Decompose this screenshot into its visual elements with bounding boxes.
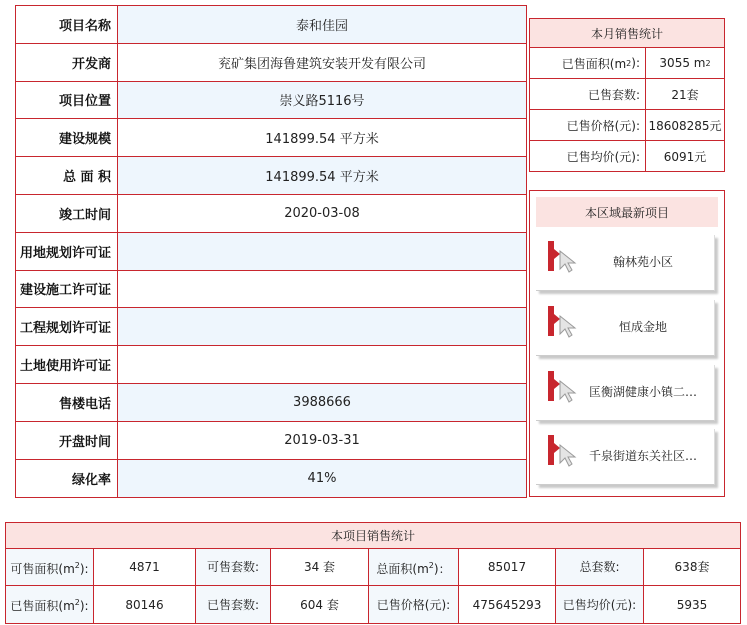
info-label: 用地规划许可证 <box>16 233 118 270</box>
latest-project-name: 恒成金地 <box>618 320 667 334</box>
monthly-sold-price-value: 18608285元 <box>648 118 722 133</box>
monthly-avg-price-label: 已售均价(元): <box>530 141 646 171</box>
info-label: 建设施工许可证 <box>16 271 118 308</box>
flag-icon <box>548 306 554 336</box>
latest-project-link[interactable] <box>536 429 715 485</box>
info-row-developer <box>16 44 526 82</box>
monthly-sold-area-value: 3055 m 2 <box>659 56 711 70</box>
project-sales-row-available <box>6 549 740 586</box>
project-sales-table <box>5 522 741 624</box>
info-label: 开盘时间 <box>16 422 118 459</box>
latest-project-name: 翰林苑小区 <box>612 255 673 269</box>
info-value <box>118 271 526 308</box>
monthly-sold-price-label: 已售价格(元): <box>530 110 646 140</box>
info-value: 41% <box>118 460 526 498</box>
monthly-sold-area-label: 已售面积(m 2 ): <box>530 48 646 78</box>
info-value: 兖矿集团海鲁建筑安装开发有限公司 <box>217 56 426 72</box>
available-area-value: 4871 <box>94 549 196 585</box>
info-row-name <box>16 6 526 44</box>
info-value: 141899.54 平方米 <box>118 157 526 194</box>
monthly-sold-units-label: 已售套数: <box>530 79 646 109</box>
total-units-value: 638套 <box>674 560 710 574</box>
info-value <box>118 233 526 270</box>
info-label: 项目名称 <box>16 6 118 43</box>
info-row-location <box>16 82 526 120</box>
available-units-label: 可售套数: <box>196 549 271 585</box>
avg-price-value: 5935 <box>676 597 708 612</box>
flag-icon <box>548 435 554 465</box>
flag-icon <box>548 241 554 271</box>
total-area-value: 85017 <box>459 549 556 585</box>
sold-area-label: 已售面积$(m^2)$: <box>6 586 94 623</box>
info-row-opening-date <box>16 422 526 460</box>
project-sales-title: 本项目销售统计 <box>6 523 740 549</box>
info-row-sales-phone <box>16 384 526 422</box>
info-label: 建设规模 <box>16 119 118 156</box>
total-units-label: 总套数: <box>556 549 644 585</box>
latest-project-link[interactable] <box>536 300 715 356</box>
info-row-engineering-permit <box>16 308 526 346</box>
info-label: 绿化率 <box>16 460 118 498</box>
monthly-sold-units-row <box>530 79 724 110</box>
info-label: 售楼电话 <box>16 384 118 421</box>
info-value: 141899.54 平方米 <box>265 132 379 148</box>
available-units-value: 34 套 <box>271 549 369 585</box>
info-label: 开发商 <box>16 44 118 81</box>
info-row-land-use-permit <box>16 346 526 384</box>
latest-projects-title: 本区域最新项目 <box>536 197 718 227</box>
sold-price-label: 已售价格(元): <box>369 586 459 623</box>
monthly-sales-box <box>529 18 725 172</box>
info-value: 泰和佳园 <box>118 6 526 43</box>
total-area-label: 总面积$(m^2)$： <box>369 549 459 585</box>
info-row-construction-permit <box>16 271 526 309</box>
project-info-table <box>15 5 527 498</box>
monthly-avg-price-value: 6091元 <box>663 149 707 164</box>
latest-project-link[interactable] <box>536 235 715 291</box>
info-label: 竣工时间 <box>16 195 118 232</box>
available-area-label: 可售面积$(m^2)$: <box>6 549 94 585</box>
latest-project-name: 匡衡湖健康小镇二… <box>588 385 697 399</box>
sold-units-label: 已售套数: <box>196 586 271 623</box>
info-value: 3988666 <box>118 384 526 421</box>
flag-icon <box>548 371 554 401</box>
monthly-sold-area-row <box>530 48 724 79</box>
monthly-sales-title: 本月销售统计 <box>530 19 724 48</box>
info-value <box>118 308 526 345</box>
latest-project-name: 千泉街道东关社区… <box>588 449 697 463</box>
info-label: 工程规划许可证 <box>16 308 118 345</box>
info-value: 崇义路5116号 <box>118 82 526 119</box>
monthly-sold-units-value: 21套 <box>671 87 699 102</box>
info-row-completion <box>16 195 526 233</box>
info-row-scale <box>16 119 526 157</box>
sold-price-value: 475645293 <box>459 586 556 623</box>
monthly-avg-price-row <box>530 141 724 171</box>
project-sales-row-sold <box>6 586 740 623</box>
sold-units-value: 604 套 <box>271 586 369 623</box>
info-label: 土地使用许可证 <box>16 346 118 383</box>
sold-area-value: 80146 <box>94 586 196 623</box>
info-row-green-rate <box>16 460 526 498</box>
avg-price-label: 已售均价(元): <box>556 586 644 623</box>
info-label: 项目位置 <box>16 82 118 119</box>
info-value: 2020-03-08 <box>284 205 360 221</box>
info-label: 总 面 积 <box>16 157 118 194</box>
latest-project-link[interactable] <box>536 365 715 421</box>
info-value <box>118 346 526 383</box>
latest-projects-box <box>529 190 725 497</box>
info-value: 2019-03-31 <box>284 432 360 448</box>
monthly-sold-price-row <box>530 110 724 141</box>
info-row-land-plan-permit <box>16 233 526 271</box>
info-row-total-area <box>16 157 526 195</box>
